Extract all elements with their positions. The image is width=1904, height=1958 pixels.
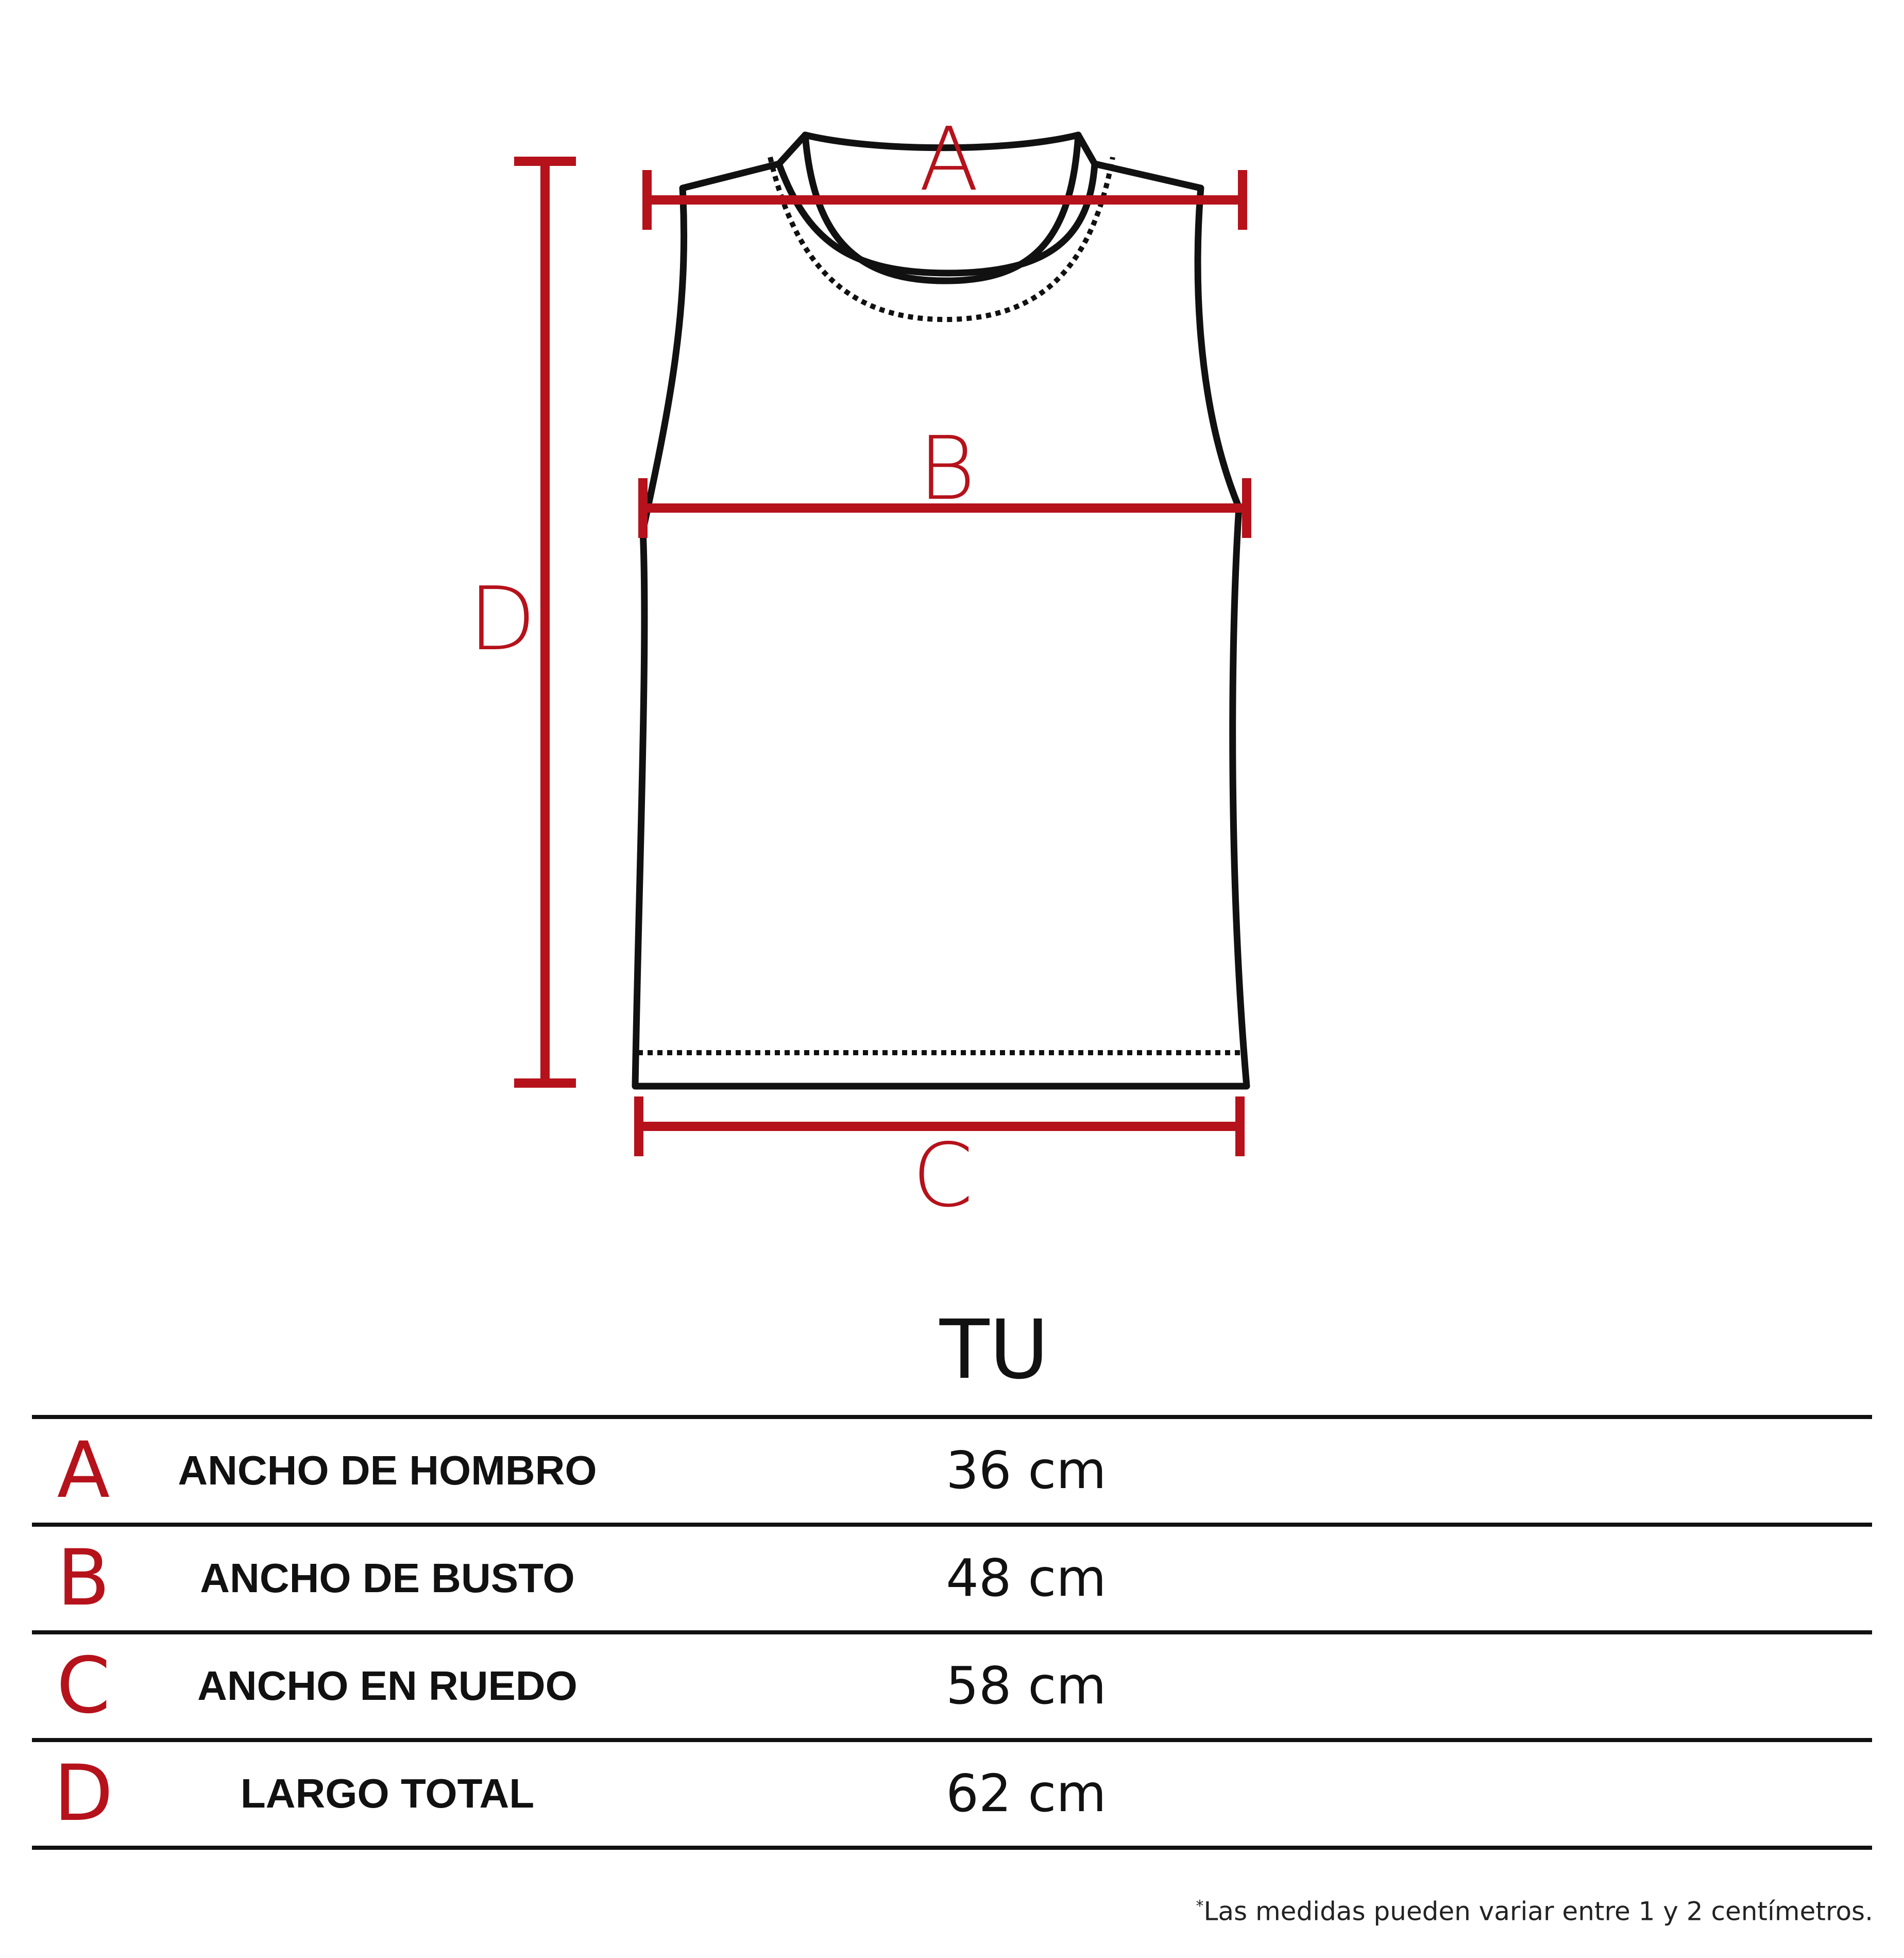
footnote-marker: * bbox=[1196, 1897, 1204, 1915]
row-label: ANCHO DE HOMBRO bbox=[178, 1447, 597, 1493]
table-rule bbox=[32, 1738, 1872, 1742]
table-row bbox=[32, 1527, 1872, 1630]
neck-rib-right bbox=[1078, 135, 1095, 164]
row-value: 48 cm bbox=[946, 1548, 1107, 1608]
table-row bbox=[32, 1742, 1872, 1845]
row-label: ANCHO DE BUSTO bbox=[200, 1555, 575, 1601]
row-label: ANCHO EN RUEDO bbox=[197, 1663, 577, 1709]
row-letter: B bbox=[57, 1533, 110, 1623]
tank-top-outline bbox=[635, 135, 1247, 1086]
table-rule bbox=[32, 1523, 1872, 1527]
dimension-d-letter: D bbox=[468, 568, 536, 670]
row-value: 62 cm bbox=[946, 1763, 1107, 1824]
row-value: 36 cm bbox=[946, 1440, 1107, 1500]
dimension-b-letter: B bbox=[918, 418, 976, 520]
size-header: TU bbox=[939, 1303, 1049, 1397]
table-rule bbox=[32, 1846, 1872, 1850]
row-letter: A bbox=[57, 1426, 110, 1515]
row-letter: D bbox=[54, 1749, 113, 1838]
table-row bbox=[32, 1634, 1872, 1737]
table-rule bbox=[32, 1415, 1872, 1419]
table-row bbox=[32, 1419, 1872, 1522]
tank-top-body bbox=[635, 164, 1247, 1086]
footnote-text: Las medidas pueden variar entre 1 y 2 centímetros. bbox=[1203, 1896, 1873, 1927]
table-rule bbox=[32, 1630, 1872, 1634]
row-value: 58 cm bbox=[946, 1656, 1107, 1716]
row-label: LARGO TOTAL bbox=[240, 1770, 535, 1816]
row-letter: C bbox=[56, 1641, 111, 1731]
dimension-a-letter: A bbox=[919, 109, 979, 211]
neck-rib-left bbox=[779, 135, 805, 164]
dimension-c-letter: C bbox=[912, 1125, 974, 1227]
footnote bbox=[1196, 1890, 1873, 1928]
stitch-lines bbox=[638, 157, 1243, 1053]
